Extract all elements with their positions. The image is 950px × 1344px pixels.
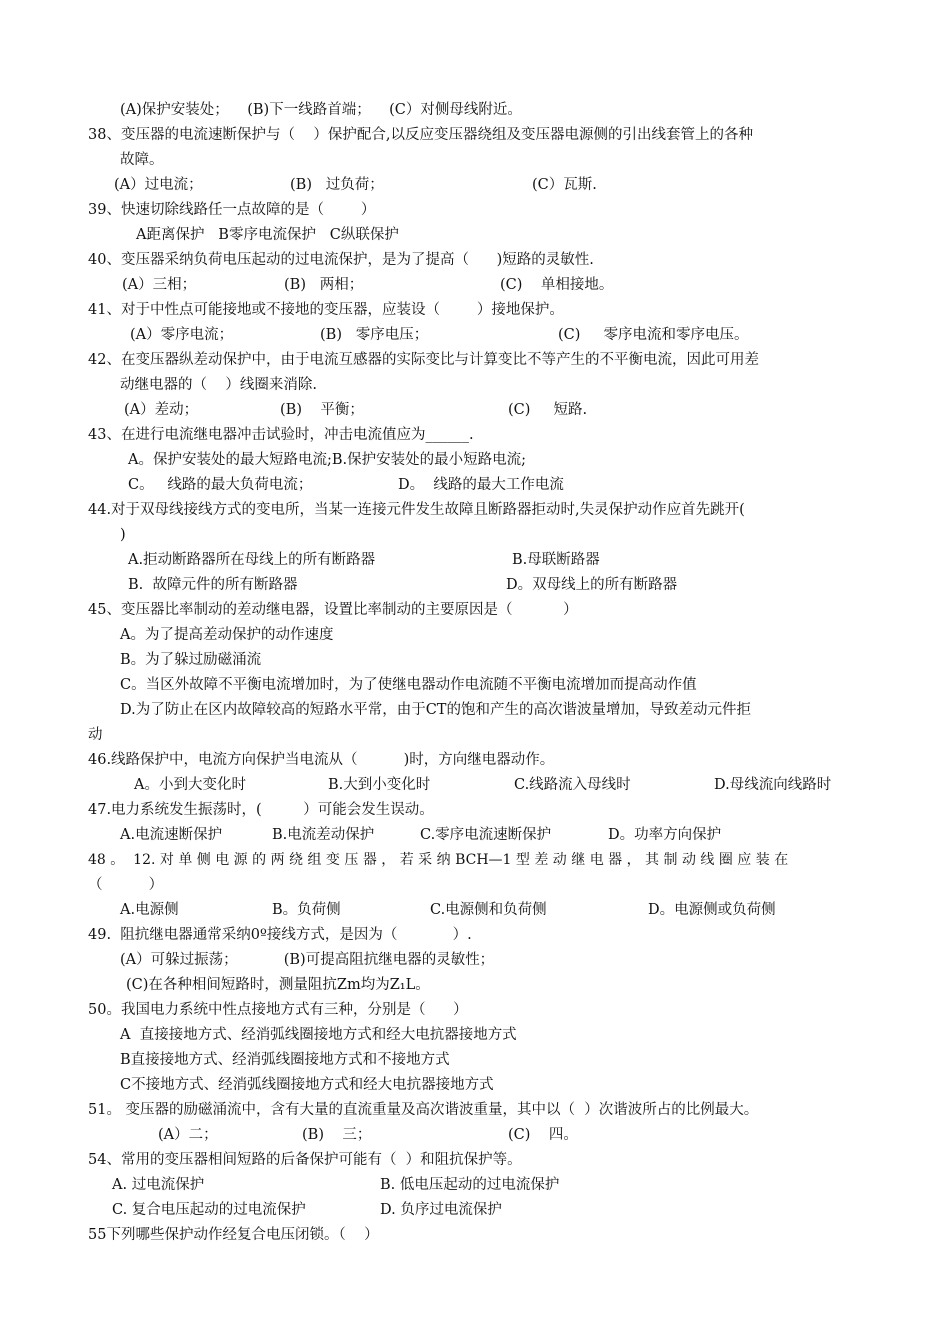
q41-option-a: (A）零序电流； (130, 327, 234, 343)
q38-text: 38、变压器的电流速断保护与（ ）保护配合,以反应变压器绕组及变压器电源侧的引出线套管上的各种 (88, 127, 753, 143)
q38-option-c: (C）瓦斯. (532, 177, 597, 193)
q41-option-b: (B) 零序电压； (320, 327, 429, 343)
q46-option-d: D.母线流向线路时 (714, 777, 832, 793)
q49-option-c: (C)在各种相间短路时，测量阻抗Zm均为Z₁L。 (126, 977, 430, 993)
q40-text: 40、变压器采纳负荷电压起动的过电流保护，是为了提高（ )短路的灵敏性. (88, 252, 594, 268)
q48-text: 48 。 12. 对 单 侧 电 源 的 两 绕 组 变 压 器 ， 若 采 纳 BCH—1 型 差 动 继 电 器 ， 其 制 动 线 圈 应 装 在 (88, 852, 789, 868)
q37-options-line: (A)保护安装处； (B)下一线路首端； (C）对侧母线附近。 (120, 102, 522, 118)
q50-text: 50。我国电力系统中性点接地方式有三种，分别是（ ） (88, 1002, 468, 1018)
q48-text-cont: （ ） (88, 877, 164, 893)
q51-option-a: (A）二； (158, 1127, 218, 1143)
q47-option-d: D。功率方向保护 (608, 827, 722, 843)
q44-text-cont: ) (120, 527, 126, 543)
q42-option-b: (B) 平衡； (280, 402, 364, 418)
q54-option-d: D. 负序过电流保护 (380, 1202, 502, 1218)
q50-option-c: C不接地方式、经消弧线圈接地方式和经大电抗器接地方式 (120, 1077, 494, 1093)
q44-option-c: B. 故障元件的所有断路器 (128, 577, 298, 593)
q42-option-a: (A）差动； (124, 402, 199, 418)
q51-text: 51。 变压器的励磁涌流中，含有大量的直流重量及高次谐波重量，其中以（ ）次谐波所占的比例最大。 (88, 1102, 759, 1118)
q51-option-b: (B) 三； (302, 1127, 372, 1143)
q48-option-d: D。电源侧或负荷侧 (648, 902, 776, 918)
q51-option-c: (C) 四。 (508, 1127, 578, 1143)
q47-option-b: B.电流差动保护 (272, 827, 375, 843)
q40-option-c: (C) 单相接地。 (500, 277, 614, 293)
q54-option-b: B. 低电压起动的过电流保护 (380, 1177, 560, 1193)
q38-text-cont: 故障。 (120, 152, 164, 168)
q48-option-a: A.电源侧 (120, 902, 179, 918)
q46-option-c: C.线路流入母线时 (514, 777, 631, 793)
q50-option-a: A 直接接地方式、经消弧线圈接地方式和经大电抗器接地方式 (120, 1027, 517, 1043)
q46-option-b: B.大到小变化时 (328, 777, 431, 793)
q42-text-cont: 动继电器的（ ）线圈来消除. (120, 377, 318, 393)
q41-option-c: (C) 零序电流和零序电压。 (558, 327, 749, 343)
q45-option-d-cont: 动 (88, 727, 103, 743)
q45-text: 45、变压器比率制动的差动继电器，设置比率制动的主要原因是（ ） (88, 602, 578, 618)
q38-option-b: (B) 过负荷； (290, 177, 384, 193)
q49-text: 49. 阻抗继电器通常采纳0º接线方式，是因为（ ）. (88, 927, 472, 943)
q44-option-b: B.母联断路器 (512, 552, 600, 568)
q39-options-line: A距离保护 B零序电流保护 C纵联保护 (136, 227, 399, 243)
q54-option-c: C. 复合电压起动的过电流保护 (112, 1202, 306, 1218)
q43-text: 43、在进行电流继电器冲击试验时，冲击电流值应为______. (88, 427, 474, 443)
q46-option-a: A。小到大变化时 (134, 777, 246, 793)
q48-option-b: B。负荷侧 (272, 902, 341, 918)
q42-text: 42、在变压器纵差动保护中，由于电流互感器的实际变比与计算变比不等产生的不平衡电流，因此可用差 (88, 352, 759, 368)
q40-option-a: (A）三相； (122, 277, 197, 293)
q44-text: 44.对于双母线接线方式的变电所，当某一连接元件发生故障且断路器拒动时,失灵保护动作应首先跳开( (88, 502, 745, 518)
q38-option-a: (A）过电流； (114, 177, 203, 193)
q44-option-d: D。双母线上的所有断路器 (506, 577, 678, 593)
q43-option-c: C。 线路的最大负荷电流； (128, 477, 313, 493)
q46-text: 46.线路保护中，电流方向保护当电流从（ )时，方向继电器动作。 (88, 752, 555, 768)
q43-option-d: D。 线路的最大工作电流 (398, 477, 564, 493)
q47-option-c: C.零序电流速断保护 (420, 827, 552, 843)
q45-option-d: D.为了防止在区内故障较高的短路水平常，由于CT的饱和产生的高次谐波量增加，导致差动元件拒 (120, 702, 751, 718)
q45-option-b: B。为了躲过励磁涌流 (120, 652, 262, 668)
q55-text: 55下列哪些保护动作经复合电压闭锁。（ ） (88, 1227, 379, 1243)
q54-text: 54、常用的变压器相间短路的后备保护可能有（ ）和阻抗保护等。 (88, 1152, 522, 1168)
q40-option-b: (B) 两相； (284, 277, 364, 293)
q41-text: 41、对于中性点可能接地或不接地的变压器，应装设（ ）接地保护。 (88, 302, 564, 318)
q45-option-c: C。当区外故障不平衡电流增加时，为了使继电器动作电流随不平衡电流增加而提高动作值 (120, 677, 697, 693)
q44-option-a: A.拒动断路器所在母线上的所有断路器 (128, 552, 376, 568)
q47-text: 47.电力系统发生振荡时，( ）可能会发生误动。 (88, 802, 434, 818)
q47-option-a: A.电流速断保护 (120, 827, 223, 843)
q49-options-ab: (A）可躲过振荡； (B)可提高阻抗继电器的灵敏性； (120, 952, 495, 968)
q50-option-b: B直接接地方式、经消弧线圈接地方式和不接地方式 (120, 1052, 450, 1068)
q48-option-c: C.电源侧和负荷侧 (430, 902, 547, 918)
q45-option-a: A。为了提高差动保护的动作速度 (120, 627, 334, 643)
q43-options-ab: A。保护安装处的最大短路电流;B.保护安装处的最小短路电流; (128, 452, 527, 468)
q54-option-a: A. 过电流保护 (112, 1177, 205, 1193)
q42-option-c: (C) 短路. (508, 402, 588, 418)
q39-text: 39、快速切除线路任一点故障的是（ ） (88, 202, 376, 218)
